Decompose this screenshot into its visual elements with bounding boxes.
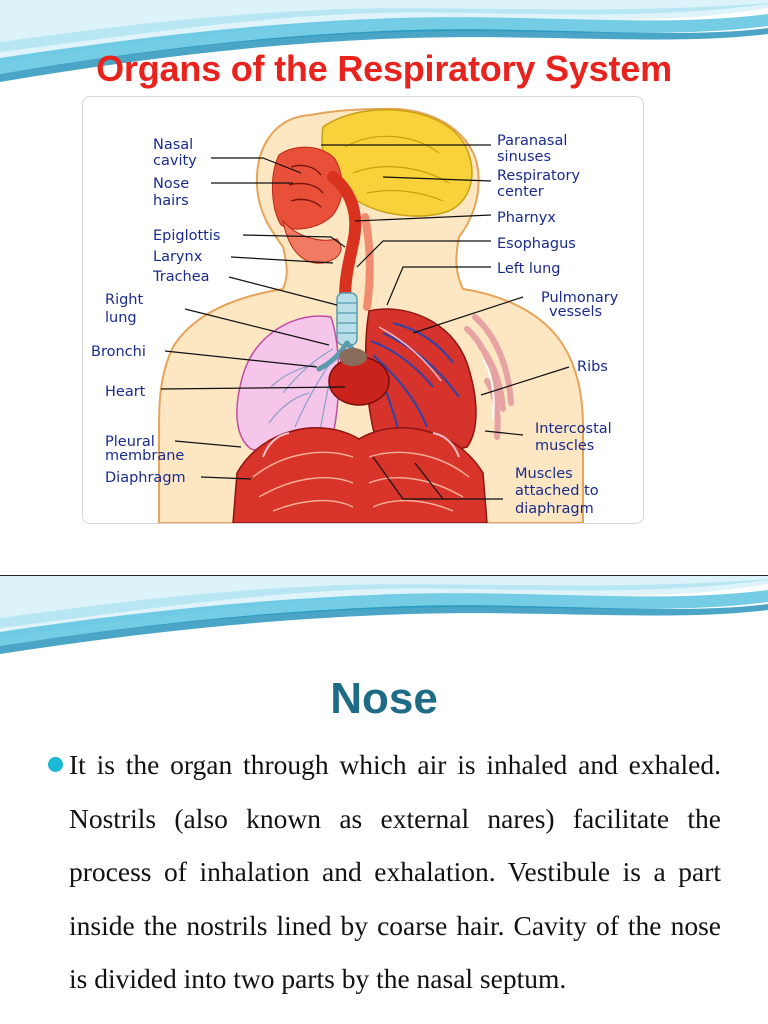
- trachea: [337, 293, 357, 345]
- label-right-lung-1: Right: [105, 292, 144, 308]
- anatomy-illustration: [83, 97, 643, 523]
- label-nasal-cavity-2: cavity: [153, 153, 197, 169]
- label-intercostal-1: Intercostal: [535, 421, 612, 437]
- slide-title: Organs of the Respiratory System: [96, 48, 672, 89]
- label-bronchi: Bronchi: [91, 344, 146, 360]
- slide-nose: [0, 576, 768, 1024]
- label-paranasal-2: sinuses: [497, 149, 551, 165]
- bullet-icon: [48, 754, 66, 772]
- label-left-lung: Left lung: [497, 261, 561, 277]
- label-larynx: Larynx: [153, 249, 203, 265]
- label-nose-hairs-2: hairs: [153, 193, 189, 209]
- respiratory-diagram: [82, 96, 644, 524]
- label-epiglottis: Epiglottis: [153, 228, 221, 244]
- label-pleural-1: Pleural: [105, 434, 155, 450]
- label-muscles-1: Muscles: [515, 466, 573, 482]
- label-intercostal-2: muscles: [535, 438, 595, 454]
- label-pulmonary-2: vessels: [549, 304, 603, 320]
- label-trachea: Trachea: [153, 269, 210, 285]
- label-paranasal-1: Paranasal: [497, 133, 568, 149]
- label-ribs: Ribs: [577, 359, 608, 375]
- label-muscles-3: diaphragm: [515, 501, 594, 517]
- label-muscles-2: attached to: [515, 483, 599, 499]
- label-nasal-cavity-1: Nasal: [153, 137, 194, 153]
- label-pharynx: Pharnyx: [497, 210, 556, 226]
- label-pulmonary-1: Pulmonary: [541, 290, 619, 306]
- label-nose-hairs-1: Nose: [153, 176, 190, 192]
- nasal-cavity: [272, 147, 342, 229]
- label-respiratory-1: Respiratory: [497, 168, 581, 184]
- body-paragraph: It is the organ through which air is inhaled and exhaled. Nostrils (also known as external nares) facilitate the process of inhalation and exhalation. Vestibule is a part inside the nostrils lined by coarse hair. Cavity of the nose is divided into two parts by the nasal septum.: [69, 749, 721, 995]
- header-wave-decoration: [0, 576, 768, 661]
- label-respiratory-2: center: [497, 184, 544, 200]
- label-esophagus: Esophagus: [497, 236, 576, 252]
- label-pleural-2: membrane: [105, 448, 185, 464]
- slide-title: Nose: [330, 674, 438, 723]
- label-right-lung-2: lung: [105, 310, 137, 326]
- label-diaphragm: Diaphragm: [105, 470, 186, 486]
- label-heart: Heart: [105, 384, 146, 400]
